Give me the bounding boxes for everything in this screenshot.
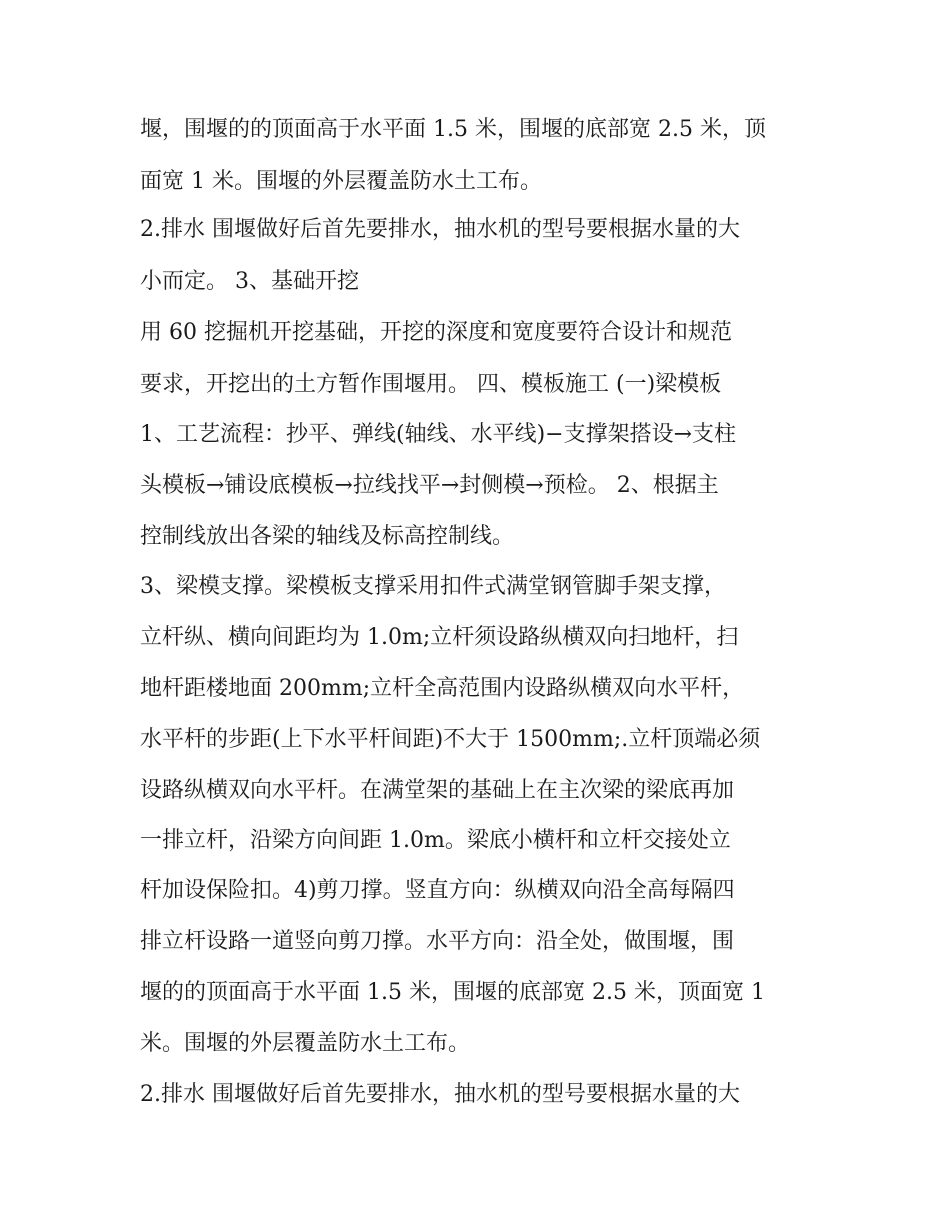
text-line-12: 地杆距楼地面 200mm;立杆全高范围内设路纵横双向水平杆， [140,676,745,701]
text-line-9: 控制线放出各梁的轴线及标高控制线。 [140,524,515,549]
text-line-5: 用 60 挖掘机开挖基础，开挖的深度和宽度要符合设计和规范 [140,320,732,345]
text-line-6: 要求，开挖出的土方暂作围堰用。 四、模板施工 (一)梁模板 [140,372,722,397]
text-line-7: 1、工艺流程：抄平、弹线(轴线、水平线)−支撑架搭设→支柱 [140,422,737,447]
text-line-8: 头模板→铺设底模板→拉线找平→封侧模→预检。 2、根据主 [140,473,719,498]
text-line-2: 面宽 1 米。围堰的外层覆盖防水土工布。 [140,169,542,194]
text-line-19: 米。围堰的外层覆盖防水土工布。 [140,1031,471,1056]
text-line-15: 一排立杆，沿梁方向间距 1.0m。梁底小横杆和立杆交接处立 [140,828,731,853]
text-line-18: 堰的的顶面高于水平面 1.5 米，围堰的底部宽 2.5 米，顶面宽 1 [140,980,765,1005]
text-line-13: 水平杆的步距(上下水平杆间距)不大于 1500mm;.立杆顶端必须 [140,727,761,752]
text-line-17: 排立杆设路一道竖向剪刀撑。水平方向：沿全处，做围堰，围 [140,929,735,954]
text-line-11: 立杆纵、横向间距均为 1.0m;立杆须设路纵横双向扫地杆，扫 [140,625,739,650]
text-line-14: 设路纵横双向水平杆。在满堂架的基础上在主次梁的梁底再加 [140,778,735,803]
text-line-10: 3、梁模支撑。梁模板支撑采用扣件式满堂钢管脚手架支撑， [140,574,726,599]
text-line-4: 小而定。 3、基础开挖 [140,269,359,294]
text-line-1: 堰，围堰的的顶面高于水平面 1.5 米，围堰的底部宽 2.5 米，顶 [140,117,766,142]
text-line-20: 2.排水 围堰做好后首先要排水，抽水机的型号要根据水量的大 [140,1082,740,1107]
text-line-16: 杆加设保险扣。4)剪刀撑。竖直方向：纵横双向沿全高每隔四 [140,878,735,903]
text-line-3: 2.排水 围堰做好后首先要排水，抽水机的型号要根据水量的大 [140,217,740,242]
